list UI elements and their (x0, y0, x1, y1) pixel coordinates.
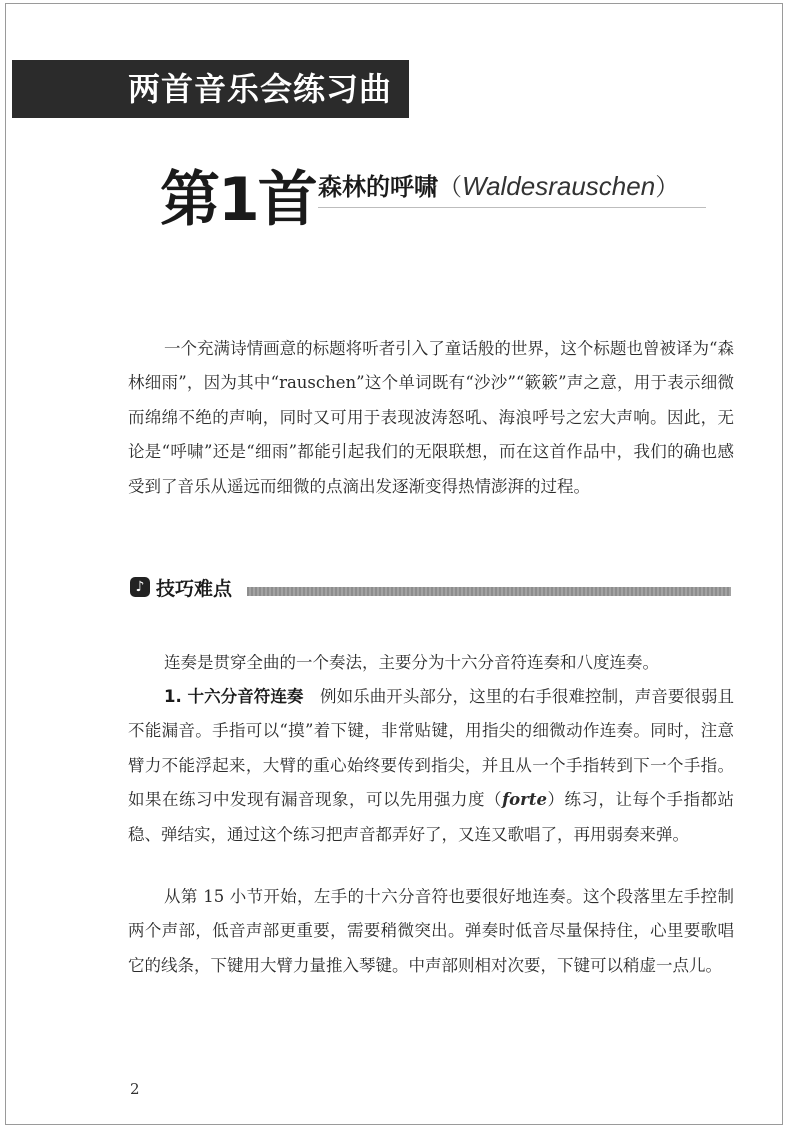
chapter-title: 两首音乐会练习曲 (128, 70, 393, 108)
body-paragraph-1: 连奏是贯穿全曲的一个奏法，主要分为十六分音符连奏和八度连奏。 (164, 653, 659, 672)
piece-title (318, 168, 679, 205)
title-underline (318, 207, 706, 208)
body-paragraph-2-text-b: ）练习，让每个手指都站稳、弹结实，通过这个练习把声音都弄好了，又连又歌唱了，再用弱奏来弹。 (128, 790, 735, 844)
music-note-icon: ♪ (130, 577, 150, 597)
page-number: 2 (130, 1080, 140, 1098)
piece-title-original: Waldesrauschen (462, 171, 656, 201)
section-heading (130, 574, 232, 600)
piece-number: 第1首 (160, 165, 316, 235)
section-heading-label: 技巧难点 (156, 577, 233, 600)
section-rule (247, 587, 731, 596)
piece-title-chinese: 森林的呼啸 (318, 173, 438, 201)
subheading-sixteenth-legato: 1. 十六分音符连奏 (164, 687, 304, 706)
forte-term: forte (502, 790, 547, 810)
close-paren: ） (655, 173, 680, 201)
body-paragraph-2-text-a: 例如乐曲开头部分，这里的右手很难控制，声音要很弱且不能漏音。手指可以“摸”着下键，非常贴键，用指尖的细微动作连奏。同时，注意臂力不能浮起来，大臂的重心始终要传到指尖，并且从一个手指转到下一个手指。如果在练习中发现有漏音现象，可以先用强力度（ (128, 687, 734, 810)
body-paragraph-3: 从第 15 小节开始，左手的十六分音符也要很好地连奏。这个段落里左手控制两个声部，低音声部更重要，需要稍微突出。弹奏时低音尽量保持住，心里要歌唱它的线条，下键用大臂力量推入琴键。中声部则相对次要，下键可以稍虚一点儿。 (128, 887, 734, 975)
open-paren: （ (438, 173, 462, 201)
body-paragraph-2 (128, 680, 734, 852)
intro-paragraph: 一个充满诗情画意的标题将听者引入了童话般的世界，这个标题也曾被译为“森林细雨”，因为其中“rauschen”这个单词既有“沙沙”“簌簌”声之意，用于表示细微而绵绵不绝的声响，同时又可用于表现波涛怒吼、海浪呼号之宏大声响。因此，无论是“呼啸”还是“细雨”都能引起我们的无限联想，而在这首作品中，我们的确也感受到了音乐从遥远而细微的点滴出发逐渐变得热情澎湃的过程。 (128, 339, 734, 496)
